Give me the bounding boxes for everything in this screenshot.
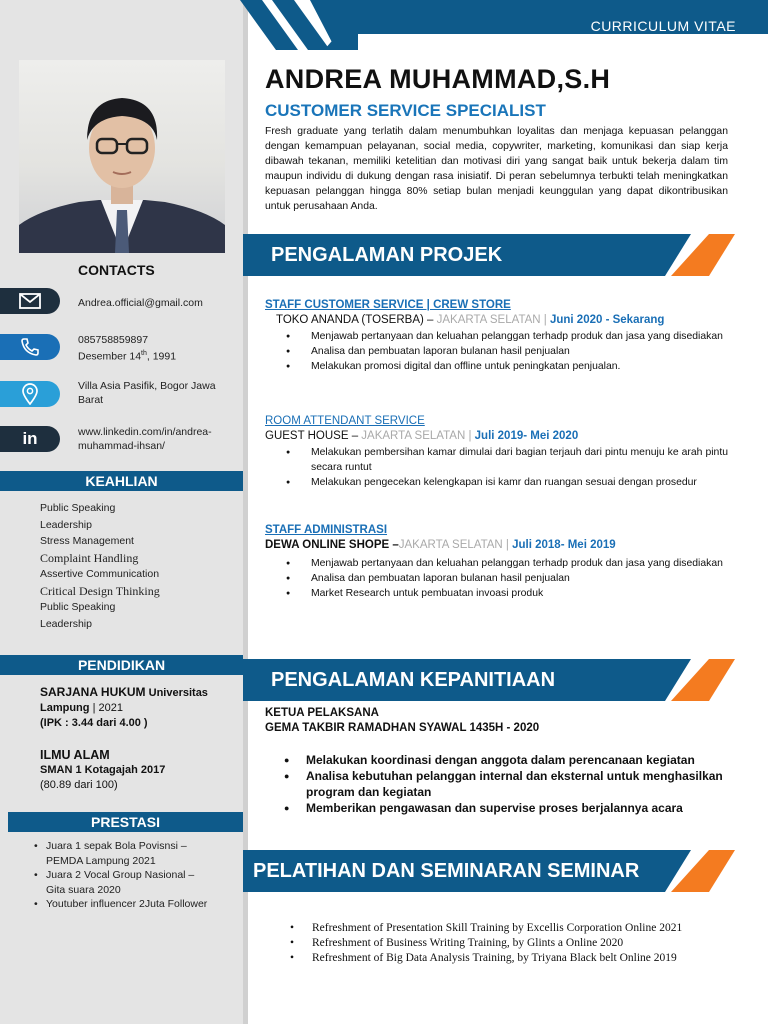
job-company: DEWA ONLINE SHOPE – (265, 539, 399, 551)
education-2 (40, 748, 165, 793)
education-1-ipk: (IPK : 3.44 dari 4.00 ) (40, 717, 148, 729)
training-item: • Refreshment of Big Data Analysis Training, by Triyana Black belt Online 2019 (290, 951, 682, 966)
job-bullet: ● Menjawab pertanyaan dan keluahan pelanggan terhadp produk dan jasa yang disediakan (265, 556, 727, 571)
achievements-list (32, 839, 212, 912)
contacts-title: CONTACTS (78, 262, 155, 278)
training-title: PELATIHAN DAN SEMINARAN SEMINAR (253, 860, 640, 882)
skill-item: Public Speaking (40, 502, 116, 514)
job-dates: Juli 2019- Mei 2020 (471, 430, 579, 442)
achievement-item: • Juara 2 Vocal Group Nasional – Gita suara 2020 (32, 868, 212, 897)
job-bullet: ● Melakukan pembersihan kamar dimulai dari bagian terjauh dari pintu menuju ke arah pintu secara runtut (265, 445, 728, 475)
profile-summary: Fresh graduate yang terlatih dalam menumbuhkan loyalitas dan menjaga kepuasan pelanggan dengan kemampuan pelayanan, social media, copywriter, marketing, komunikasi dan siap kerja dibawah tekanan, memiliki ketelitian dan motivasi diri yang sangat baik untuk bekerja dalam tim maupun individu di dukung dengan rasa inisiatif. Di peran sebelumnya terbukti telah meningkatkan kepuasan pelanggan hingga 80% setiap bulan menjadi keunggulan yang dapat dikontribusikan untuk perusahaan Anda. (265, 126, 728, 212)
education-1-school: Universitas Lampung (40, 687, 208, 714)
job-title[interactable]: STAFF ADMINISTRASI (265, 524, 388, 536)
committee-role (265, 706, 539, 736)
profile-photo (19, 60, 225, 253)
achievements-header: PRESTASI (8, 812, 243, 832)
job-bullets (265, 329, 727, 374)
committee-bullets (284, 752, 768, 816)
birth-date-year: , 1991 (146, 350, 177, 363)
skills-list (40, 500, 160, 632)
skill-item: Complaint Handling (40, 550, 139, 565)
job-entry (265, 415, 735, 490)
committee-bullet: ● Melakukan koordinasi dengan anggota dalam perencanaan kegiatan (284, 752, 768, 768)
committee-title: PENGALAMAN KEPANITIAAN (271, 669, 556, 691)
phone-text: 085758859897 (78, 334, 149, 346)
linkedin-icon: in (0, 426, 60, 452)
skill-item: Leadership (40, 518, 92, 531)
skill-item: Assertive Communication (40, 568, 160, 580)
birth-date-sup: th (141, 350, 147, 357)
phone-and-birth (78, 333, 240, 364)
job-company: GUEST HOUSE – (265, 430, 362, 442)
training-banner (243, 850, 738, 892)
skill-item: Public Speaking (40, 601, 116, 613)
candidate-role: CUSTOMER SERVICE SPECIALIST (265, 101, 546, 120)
education-1-degree: SARJANA HUKUM (40, 685, 146, 699)
education-1-title (40, 685, 230, 716)
job-company-line (265, 539, 735, 551)
job-bullet: ● Analisa dan pembuatan laporan bulanan hasil penjualan (265, 344, 727, 359)
committee-bullet: ● Analisa kebutuhan pelanggan internal dan eksternal untuk menghasilkan program dan kegiatan (284, 768, 768, 800)
job-location: JAKARTA SELATAN | (361, 430, 472, 442)
education-2-major: ILMU ALAM (40, 748, 110, 762)
skill-item: Critical Design Thinking (40, 583, 160, 598)
projects-banner (243, 234, 738, 276)
committee-bullet: ● Memberikan pengawasan dan supervise proses berjalannya acara (284, 800, 768, 816)
education-1 (40, 685, 230, 731)
education-1-year: | 2021 (92, 702, 123, 714)
education-2-score: (80.89 dari 100) (40, 779, 118, 791)
email-text: Andrea.official@gmail.com (78, 297, 203, 309)
job-company-line (265, 314, 735, 326)
job-bullet: ● Analisa dan pembuatan laporan bulanan hasil penjualan (265, 571, 727, 586)
job-dates: Juli 2018- Mei 2019 (508, 539, 616, 551)
candidate-name: ANDREA MUHAMMAD,S.H (265, 64, 611, 94)
skills-header: KEAHLIAN (0, 471, 243, 491)
location-pin-icon (0, 381, 60, 407)
job-bullet: ● Melakukan promosi digital dan offline untuk peningkatan penjualan. (265, 359, 727, 374)
job-bullets (265, 556, 727, 601)
training-list (290, 921, 682, 966)
birth-date-main: Desember 14 (78, 350, 142, 363)
committee-event: GEMA TAKBIR RAMADHAN SYAWAL 1435H - 2020 (265, 722, 540, 734)
job-bullet: ● Market Research untuk pembuatan invoasi produk (265, 586, 727, 601)
job-location: JAKARTA SELATAN | (436, 314, 547, 326)
job-company-line (265, 430, 735, 442)
address-text: Villa Asia Pasifik, Bogor Jawa Barat (78, 380, 216, 406)
committee-banner (243, 659, 738, 701)
job-bullets (265, 445, 728, 490)
linkedin-link[interactable]: www.linkedin.com/in/andrea-muhammad-ihsan/ (78, 426, 212, 452)
cv-label: CURRICULUM VITAE (590, 18, 736, 34)
birth-date (78, 347, 240, 364)
education-header: PENDIDIKAN (0, 655, 243, 675)
training-item: • Refreshment of Business Writing Training, by Glints a Online 2020 (290, 936, 682, 951)
job-title[interactable]: ROOM ATTENDANT SERVICE (265, 415, 425, 427)
committee-position: KETUA PELAKSANA (265, 707, 379, 719)
job-bullet: ● Menjawab pertanyaan dan keluahan pelanggan terhadp produk dan jasa yang disediakan (265, 329, 727, 344)
job-entry (265, 299, 735, 374)
job-location: JAKARTA SELATAN | (398, 539, 509, 551)
phone-icon (0, 334, 60, 360)
email-icon (0, 288, 60, 314)
job-company: TOKO ANANDA (TOSERBA) – (276, 314, 437, 326)
education-2-school: SMAN 1 Kotagajah 2017 (40, 764, 166, 776)
achievement-item: • Juara 1 sepak Bola Povisnsi – PEMDA Lampung 2021 (32, 839, 212, 868)
skill-item: Stress Management (40, 535, 134, 547)
job-entry (265, 524, 735, 601)
job-bullet: ● Melakukan pengecekan kelengkapan isi kamr dan ruangan sesuai dengan prosedur (265, 475, 728, 490)
projects-title: PENGALAMAN PROJEK (271, 244, 503, 266)
top-banner (240, 0, 768, 50)
job-dates: Juni 2020 - Sekarang (546, 314, 665, 326)
achievement-item: • Youtuber influencer 2Juta Follower (32, 897, 212, 912)
training-item: • Refreshment of Presentation Skill Training by Excellis Corporation Online 2021 (290, 921, 682, 936)
skill-item: Leadership (40, 617, 92, 630)
job-title[interactable]: STAFF CUSTOMER SERVICE | CREW STORE (265, 299, 511, 311)
